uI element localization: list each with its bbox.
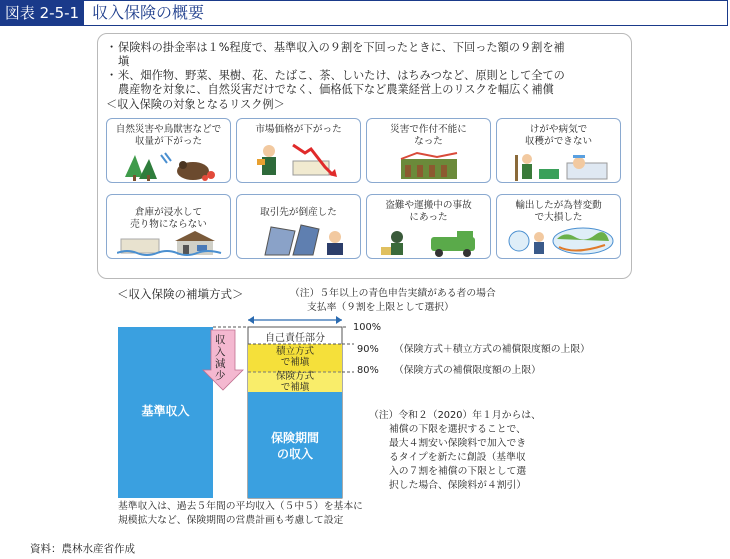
- risk-card-label: で大損した: [534, 212, 583, 223]
- risk-card-label: けがや病気で: [529, 124, 588, 135]
- bullet-2-line-2: 農産物を対象に、自然災害だけでなく、価格低下など農業経営上のリスクを幅広く補償: [118, 83, 554, 96]
- bullet-2-mark: ・: [106, 69, 118, 82]
- scheme-note-top-line-1: （注）５年以上の青色申告実績がある者の場合: [290, 288, 496, 299]
- bullet-2-line-1: 米、畑作物、野菜、果樹、花、たばこ、茶、しいたけ、はちみつなど、原則として全ての: [118, 69, 565, 82]
- note-right-line-2: 補償の下限を選択することで、: [389, 424, 526, 435]
- scheme-heading: ＜収入保険の補塡方式＞: [117, 287, 244, 301]
- note-right-line-6: 択した場合、保険料が４割引）: [389, 480, 527, 491]
- note-bottom-line-2: 規模拡大など、保険期間の営農計画も考慮して設定: [118, 515, 344, 526]
- risk-card-label: 倉庫が浸水して: [134, 207, 203, 218]
- storm-crops-illustration: [121, 149, 221, 181]
- injured-farmer-illustration: [509, 151, 613, 181]
- level-90-label: 90%: [357, 344, 379, 355]
- note-bottom-line-1: 基準収入は、過去５年間の平均収入（５中５）を基本に: [118, 501, 363, 512]
- risk-card-label: 自然災害や鳥獣害などで: [115, 124, 222, 135]
- level-80-description: （保険方式の補償限度額の上限）: [394, 365, 541, 376]
- figure-number-badge: 図表 2-5-1: [0, 0, 84, 26]
- risk-card-label: 市場価格が下がった: [255, 124, 342, 135]
- risk-card-planting-impossible: [366, 118, 491, 183]
- risk-card-client-bankruptcy: [236, 194, 361, 259]
- damaged-field-illustration: [397, 151, 461, 181]
- risk-card-label: 災害で作付不能に: [390, 124, 467, 135]
- level-80-label: 80%: [357, 365, 379, 376]
- insurance-scheme-label: 保険方式 で補塡: [275, 371, 314, 393]
- reserve-scheme-label: 積立方式 で補塡: [275, 346, 314, 368]
- risk-card-label: なった: [414, 136, 443, 147]
- note-right-line-5: 入の７割を補償の下限として選: [389, 466, 527, 477]
- level-100-label: 100%: [353, 322, 382, 333]
- note-right-line-4: るタイプを新たに創設（基準収: [389, 452, 526, 463]
- risk-card-label: 売り物にならない: [130, 219, 207, 230]
- self-responsibility-label: 自己責任部分: [265, 333, 325, 344]
- note-right-line-3: 最大４割安い保険料で加入でき: [389, 438, 527, 449]
- risk-card-injury-illness: [496, 118, 621, 183]
- period-income-label: 保険期間 の収入: [270, 431, 319, 461]
- figure-title: 収入保険の概要: [92, 3, 205, 22]
- risk-card-label: 収量が下がった: [134, 136, 203, 147]
- base-income-label: 基準収入: [141, 404, 190, 418]
- theft-truck-illustration: [381, 227, 481, 257]
- risk-card-label: 輸出したが為替変動: [515, 200, 602, 211]
- risk-card-label: 収穫ができない: [524, 136, 593, 147]
- bullet-1-mark: ・: [106, 41, 118, 54]
- risk-card-exchange-loss: [496, 194, 621, 259]
- price-drop-illustration: [253, 141, 353, 181]
- scheme-note-top-line-2: 支払率（９割を上限として選択）: [307, 302, 454, 313]
- risk-card-label: にあった: [409, 212, 448, 223]
- note-right-line-1: （注）令和２（2020）年１月からは、: [369, 410, 541, 421]
- risk-card-market-price: [236, 118, 361, 183]
- risk-card-label: 盗難や運搬中の事故: [385, 200, 472, 211]
- risk-card-natural-disaster: [106, 118, 231, 183]
- risk-card-warehouse-flood: [106, 194, 231, 259]
- collapsed-building-illustration: [257, 221, 353, 257]
- bullet-1-line-2: 塡: [118, 55, 130, 68]
- risk-card-theft-accident: [366, 194, 491, 259]
- source-note: 資料：農林水産省作成: [30, 543, 135, 555]
- risk-examples-heading: ＜収入保険の対象となるリスク例＞: [106, 98, 285, 111]
- risk-card-label: 取引先が倒産した: [260, 207, 337, 218]
- level-90-description: （保険方式＋積立方式の補償限度額の上限）: [394, 344, 590, 355]
- flooded-warehouse-illustration: [117, 231, 225, 257]
- exchange-rate-illustration: [505, 225, 615, 257]
- income-decrease-label: 収入減少: [215, 334, 226, 382]
- bullet-1-line-1: 保険料の掛金率は１%程度で、基準収入の９割を下回ったときに、下回った額の９割を補: [118, 41, 565, 54]
